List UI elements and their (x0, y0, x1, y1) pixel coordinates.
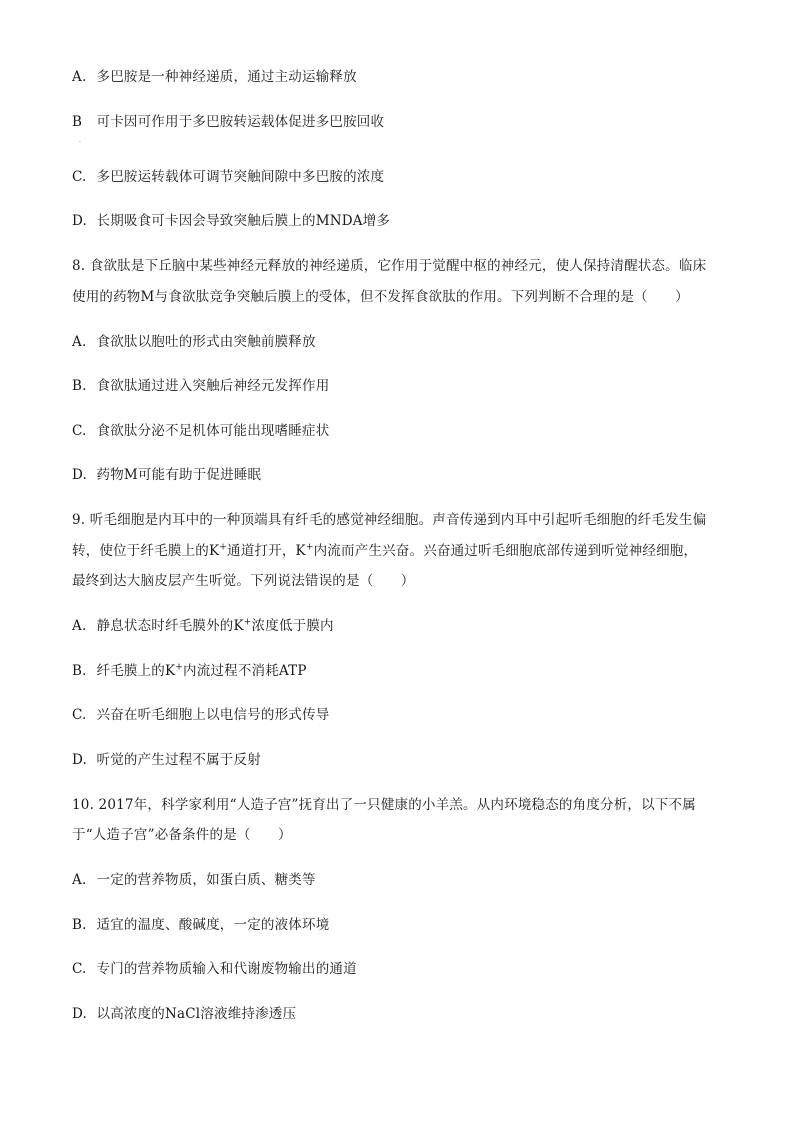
option-text: 纤毛膜上的K (96, 663, 176, 679)
option-text: 静息状态时纤毛膜外的K (96, 618, 244, 634)
q7-option-d (72, 212, 390, 230)
superscript-plus: + (175, 662, 184, 673)
option-letter: C. (72, 707, 87, 723)
option-text: 食欲肽分泌不足机体可能出现嗜睡症状 (96, 423, 330, 439)
superscript-plus: + (243, 617, 252, 628)
q9-stem-line-3: 最终到达大脑皮层产生听觉。下列说法错误的是（ ） (72, 573, 415, 589)
q10-option-d (72, 1005, 296, 1023)
option-letter: B. (72, 663, 87, 679)
superscript-plus: + (305, 542, 314, 553)
q9-stem-line-1: 9. 听毛细胞是内耳中的一种顶端具有纤毛的感觉神经细胞。声音传递到内耳中引起听毛细胞的纤毛发生偏 (72, 512, 707, 528)
q10-stem-line-2: 于“人造子宫”必备条件的是（ ） (72, 827, 292, 843)
q9-option-c (72, 706, 329, 724)
option-text: 适宜的温度、酸碱度，一定的液体环境 (96, 917, 330, 933)
option-text: 长期吸食可卡因会导致突触后膜上的MNDA增多 (96, 213, 391, 229)
option-text: 内流过程不消耗ATP (183, 663, 307, 679)
option-text: 浓度低于膜内 (251, 618, 334, 634)
option-text: 兴奋在听毛细胞上以电信号的形式传导 (96, 707, 330, 723)
option-text: 药物M可能有助于促进睡眠 (96, 467, 262, 483)
q8-option-b (72, 377, 329, 395)
q7-option-c (72, 168, 384, 186)
option-text: 听觉的产生过程不属于反射 (96, 752, 261, 768)
option-text: 食欲肽以胞吐的形式由突触前膜释放 (96, 334, 316, 350)
option-letter: A. (72, 872, 87, 888)
superscript-plus: + (219, 542, 228, 553)
q10-stem-line-1: 10. 2017年，科学家利用“人造子宫”抚育出了一只健康的小羊羔。从内环境稳态的角度分析，以下不属 (72, 797, 696, 813)
option-letter: D. (72, 752, 88, 768)
option-letter: C. (72, 961, 87, 977)
q8-option-c (72, 422, 329, 440)
q10-option-c (72, 960, 357, 978)
q10-option-b (72, 916, 329, 934)
option-text: 多巴胺是一种神经递质，通过主动运输释放 (96, 69, 357, 85)
scan-artifact-dot: · (79, 139, 81, 146)
q8-option-a (72, 333, 316, 351)
q10-option-a (72, 871, 316, 889)
option-letter: C. (72, 169, 87, 185)
q9-option-b (72, 662, 307, 680)
q9-option-d (72, 751, 261, 769)
option-letter: B. (72, 378, 87, 394)
option-letter: A. (72, 334, 87, 350)
option-letter: D. (72, 467, 88, 483)
option-text: 以高浓度的NaCl溶液维持渗透压 (96, 1006, 297, 1022)
option-letter: B. (72, 917, 87, 933)
q9-option-a (72, 617, 334, 635)
q9-stem-segment: 转，使位于纤毛膜上的K (72, 543, 220, 559)
option-text: 可卡因可作用于多巴胺转运载体促进多巴胺回收 (96, 114, 385, 130)
q9-stem-segment: 通道打开，K (227, 543, 306, 559)
option-letter: C. (72, 423, 87, 439)
q8-stem-line-1: 8. 食欲肽是下丘脑中某些神经元释放的神经递质，它作用于觉醒中枢的神经元，使人保持清醒状态。临床 (72, 258, 707, 274)
q7-option-a (72, 68, 357, 86)
option-text: 专门的营养物质输入和代谢废物输出的通道 (96, 961, 357, 977)
q8-option-d (72, 466, 261, 484)
q9-stem-line-2 (72, 542, 697, 560)
option-letter: A. (72, 69, 87, 85)
option-letter: A. (72, 618, 87, 634)
q7-option-b (72, 113, 384, 131)
option-letter: B (72, 114, 83, 130)
option-text: 多巴胺运转载体可调节突触间隙中多巴胺的浓度 (96, 169, 385, 185)
option-text: 食欲肽通过进入突触后神经元发挥作用 (96, 378, 330, 394)
q9-stem-segment: 内流而产生兴奋。兴奋通过听毛细胞底部传递到听觉神经细胞， (313, 543, 698, 559)
option-letter: D. (72, 213, 88, 229)
option-text: 一定的营养物质，如蛋白质、糖类等 (96, 872, 316, 888)
q8-stem-line-2: 使用的药物M与食欲肽竞争突触后膜上的受体，但不发挥食欲肽的作用。下列判断不合理的是（ ） (72, 289, 689, 305)
option-letter: D. (72, 1006, 88, 1022)
